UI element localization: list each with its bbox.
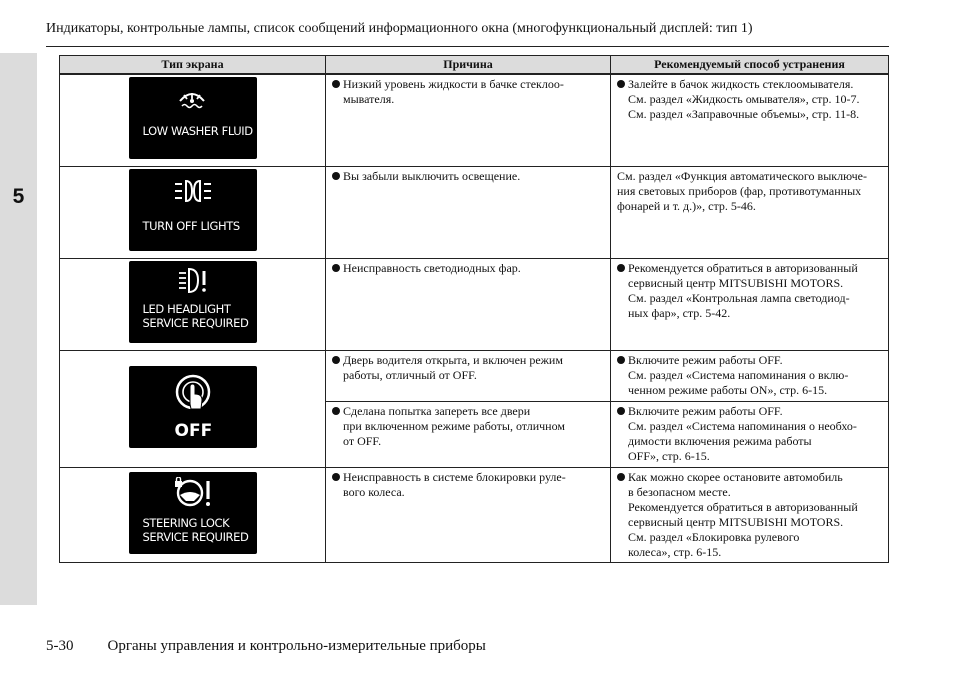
chapter-number: 5 [12, 185, 25, 208]
display-text-line: LED HEADLIGHT [142, 302, 231, 316]
bullet [617, 356, 625, 364]
screen-cell [60, 166, 326, 258]
display-text-line: TURN OFF LIGHTS [142, 219, 240, 233]
bullet [332, 80, 340, 88]
remedy-text: OFF», стр. 6-15. [628, 448, 710, 463]
header-divider [46, 46, 889, 47]
table-row [60, 467, 889, 562]
section-title: Органы управления и контрольно-измерительные приборы [107, 638, 486, 654]
table-row [60, 258, 889, 350]
display-steering-lock-service [129, 472, 257, 554]
cause-cell [326, 74, 611, 166]
messages-table [59, 55, 889, 563]
display-turn-off-lights [129, 169, 257, 251]
remedy-text: сервисный центр MITSUBISHI MOTORS. [628, 514, 844, 529]
remedy-text: фонарей и т. д.)», стр. 5-46. [617, 198, 756, 213]
remedy-text: в безопасном месте. [628, 484, 731, 499]
remedy-cell [611, 350, 889, 401]
cause-cell [326, 401, 611, 467]
cause-text: при включенном режиме работы, отличном [343, 418, 565, 433]
cause-cell [326, 166, 611, 258]
remedy-text: Включите режим работы OFF. [628, 352, 783, 367]
remedy-text: Рекомендуется обратиться в авторизованный [628, 260, 858, 275]
table-header-row [60, 56, 889, 75]
display-power-off [129, 366, 257, 448]
remedy-cell [611, 258, 889, 350]
power-button-press-icon [173, 373, 213, 415]
remedy-text: См. раздел «Блокировка рулевого [628, 529, 800, 544]
bullet [617, 264, 625, 272]
remedy-text: колеса», стр. 6-15. [628, 544, 722, 559]
table-row [60, 350, 889, 401]
remedy-text: Рекомендуется обратиться в авторизованный [628, 499, 858, 514]
column-header-cause: Причина [326, 56, 611, 75]
display-led-headlight-service [129, 261, 257, 343]
remedy-text: димости включения режима работы [628, 433, 812, 448]
remedy-text: См. раздел «Жидкость омывателя», стр. 10-7. [628, 92, 860, 106]
cause-cell [326, 350, 611, 401]
remedy-text: ных фар», стр. 5-42. [628, 305, 731, 320]
display-text-line: LOW WASHER FLUID [142, 124, 253, 139]
remedy-cell [611, 166, 889, 258]
page-number: 5-30 [46, 638, 74, 654]
remedy-cell [611, 467, 889, 562]
remedy-text: См. раздел «Контрольная лампа светодиод- [628, 290, 850, 305]
cause-text: работы, отличный от OFF. [343, 367, 477, 382]
cause-text: Неисправность в системе блокировки руле- [343, 469, 566, 484]
remedy-text: Включите режим работы OFF. [628, 403, 783, 418]
cause-text: от OFF. [343, 433, 382, 448]
cause-text: Вы забыли выключить освещение. [343, 168, 521, 183]
bullet [617, 407, 625, 415]
screen-cell [60, 350, 326, 467]
remedy-text: См. раздел «Система напоминания о вклю- [628, 367, 849, 382]
remedy-text: См. раздел «Функция автоматического выключе- [617, 168, 867, 183]
bullet [332, 356, 340, 364]
page-header-title: Индикаторы, контрольные лампы, список сообщений информационного окна (многофункциональный дисплей: тип 1) [46, 21, 753, 36]
remedy-text: См. раздел «Система напоминания о необхо- [628, 418, 857, 433]
display-text-line: OFF [174, 420, 213, 441]
cause-text: Дверь водителя открыта, и включен режим [343, 352, 563, 367]
column-header-screen-type: Тип экрана [60, 56, 326, 75]
cause-cell [326, 258, 611, 350]
chapter-side-tab [0, 53, 37, 605]
bullet [617, 473, 625, 481]
cause-cell [326, 467, 611, 562]
steering-lock-warning-icon [173, 477, 213, 509]
display-text-line: SERVICE REQUIRED [142, 529, 249, 544]
screen-cell [60, 467, 326, 562]
led-headlight-warning-icon [177, 267, 209, 295]
remedy-text: ния световых приборов (фар, противотуманных [617, 183, 862, 198]
remedy-text: Залейте в бачок жидкость стеклоомывателя. [628, 77, 854, 91]
remedy-text: См. раздел «Заправочные объемы», стр. 11-8. [628, 107, 860, 121]
display-text-line: SERVICE REQUIRED [142, 316, 249, 330]
table-row [60, 166, 889, 258]
cause-text: вого колеса. [343, 484, 405, 499]
washer-fluid-icon [177, 84, 207, 112]
bullet [332, 407, 340, 415]
screen-cell [60, 74, 326, 166]
screen-cell [60, 258, 326, 350]
cause-text: Низкий уровень жидкости в бачке стеклоо- [343, 77, 564, 91]
column-header-remedy: Рекомендуемый способ устранения [611, 56, 889, 75]
bullet [332, 264, 340, 272]
display-low-washer-fluid [129, 77, 257, 159]
bullet [332, 473, 340, 481]
display-text-line: STEERING LOCK [142, 515, 230, 530]
remedy-cell [611, 74, 889, 166]
lights-on-icon [173, 178, 213, 204]
bullet [617, 80, 625, 88]
remedy-text: ченном режиме работы ON», стр. 6-15. [628, 382, 828, 397]
cause-text: Неисправность светодиодных фар. [343, 260, 521, 275]
cause-text: мывателя. [343, 92, 395, 106]
remedy-text: Как можно скорее остановите автомобиль [628, 469, 843, 484]
remedy-cell [611, 401, 889, 467]
page-footer [46, 638, 486, 655]
bullet [332, 172, 340, 180]
remedy-text: сервисный центр MITSUBISHI MOTORS. [628, 275, 844, 290]
table-row [60, 74, 889, 166]
cause-text: Сделана попытка запереть все двери [343, 403, 531, 418]
